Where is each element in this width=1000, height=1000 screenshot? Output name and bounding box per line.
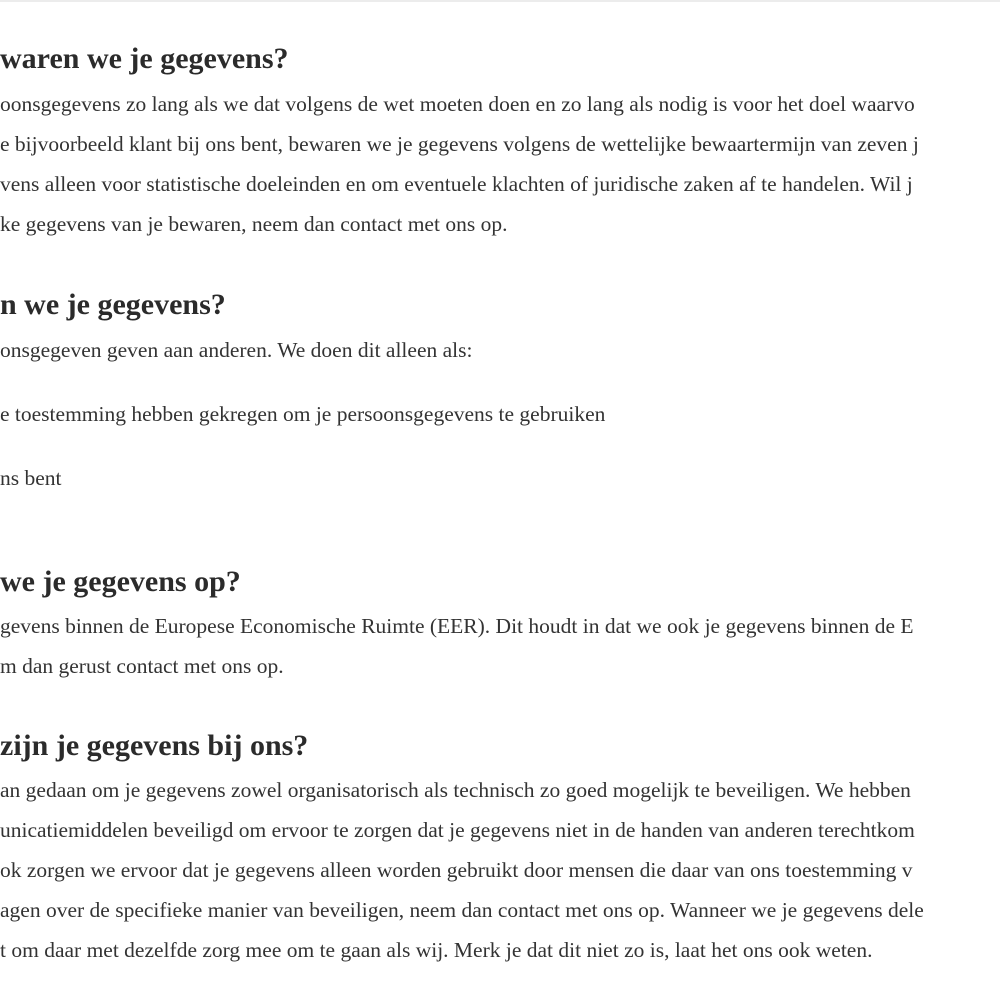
paragraph-line: e bijvoorbeeld klant bij ons bent, bewaren we je gegevens volgens de wettelijke bewaartermijn van zeven j — [0, 132, 919, 156]
paragraph-line: ke gegevens van je bewaren, neem dan contact met ons op. — [0, 212, 508, 236]
paragraph-line: unicatiemiddelen beveiligd om ervoor te zorgen dat je gegevens niet in de handen van anderen terechtkom — [0, 818, 915, 842]
list-item: e toestemming hebben gekregen om je persoonsgegevens te gebruiken — [0, 402, 606, 426]
paragraph-line: t om daar met dezelfde zorg mee om te gaan als wij. Merk je dat dit niet zo is, laat het ons ook weten. — [0, 938, 873, 962]
section-heading-retention: waren we je gegevens? — [0, 42, 289, 75]
section-heading-sharing: n we je gegevens? — [0, 288, 226, 321]
paragraph-line: agen over de specifieke manier van beveiligen, neem dan contact met ons op. Wanneer we je gegevens dele — [0, 898, 924, 922]
paragraph-line: onsgegeven geven aan anderen. We doen dit alleen als: — [0, 338, 473, 362]
paragraph-line: oonsgegevens zo lang als we dat volgens de wet moeten doen en zo lang als nodig is voor het doel waarvo — [0, 92, 915, 116]
paragraph-line: ok zorgen we ervoor dat je gegevens alleen worden gebruikt door mensen die daar van ons toestemming v — [0, 858, 913, 882]
paragraph-line: an gedaan om je gegevens zowel organisatorisch als technisch zo goed mogelijk te beveiligen. We hebben — [0, 778, 911, 802]
paragraph-line: gevens binnen de Europese Economische Ruimte (EER). Dit houdt in dat we ook je gegevens binnen de E — [0, 614, 914, 638]
paragraph-line: vens alleen voor statistische doeleinden en om eventuele klachten of juridische zaken af te handelen. Wil j — [0, 172, 913, 196]
section-heading-security: zijn je gegevens bij ons? — [0, 729, 309, 762]
list-item: ns bent — [0, 466, 62, 490]
paragraph-line: m dan gerust contact met ons op. — [0, 654, 284, 678]
section-heading-storage: we je gegevens op? — [0, 565, 241, 598]
